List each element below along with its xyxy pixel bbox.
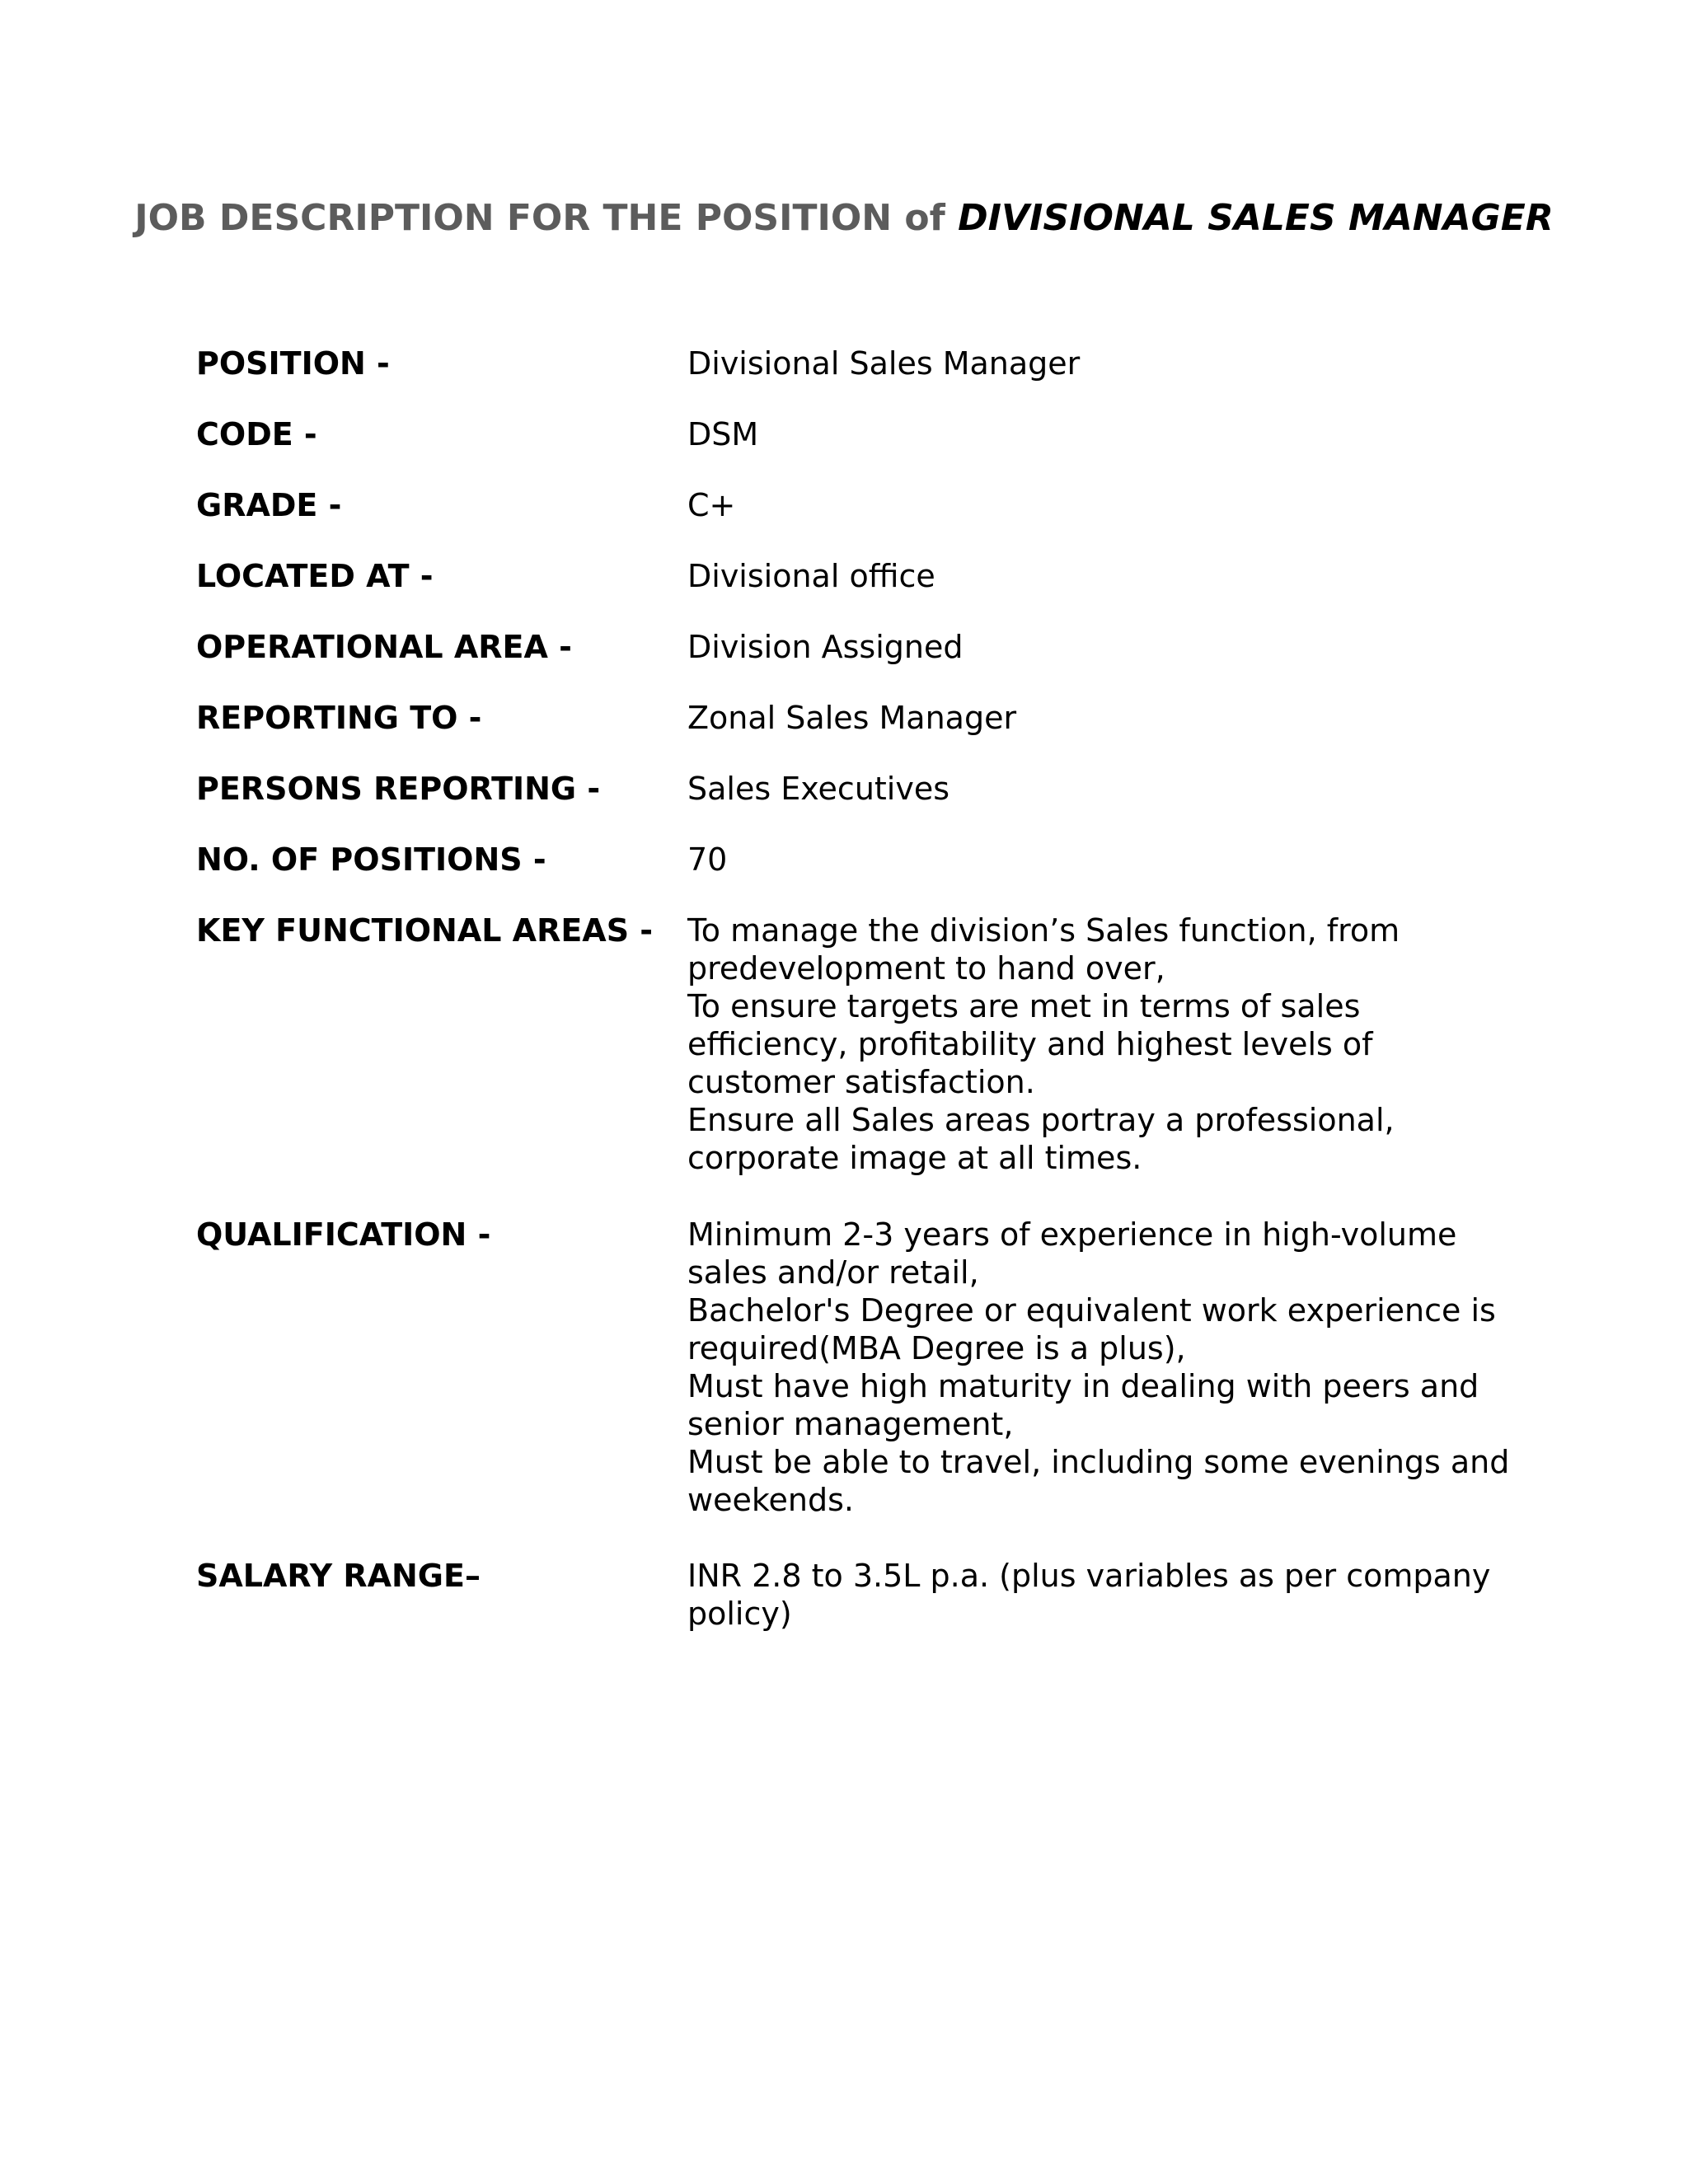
field-value: [687, 557, 1498, 595]
value-line: Zonal Sales Manager: [687, 700, 1017, 736]
field-code: [196, 415, 1498, 453]
value-line: DSM: [687, 416, 759, 452]
value-line: policy): [687, 1596, 792, 1632]
value-line: Minimum 2-3 years of experience in high-volume: [687, 1216, 1457, 1253]
value-line: Divisional Sales Manager: [687, 345, 1081, 382]
field-label: PERSONS REPORTING -: [196, 771, 601, 807]
value-line: Division Assigned: [687, 629, 964, 665]
field-label: POSITION -: [196, 345, 390, 382]
value-line: C+: [687, 487, 736, 523]
title-position-name: DIVISIONAL SALES MANAGER: [958, 197, 1554, 239]
value-line: predevelopment to hand over,: [687, 950, 1165, 987]
field-value: [687, 912, 1498, 1177]
value-line: required(MBA Degree is a plus),: [687, 1330, 1186, 1366]
page-title: [0, 194, 1688, 243]
field-label: REPORTING TO -: [196, 700, 482, 736]
job-fields: [196, 344, 1510, 1633]
field-position: [196, 344, 1498, 382]
field-salary-range: [196, 1557, 1498, 1633]
field-persons-reporting: [196, 770, 1498, 808]
field-located-at: [196, 557, 1498, 595]
value-line: weekends.: [687, 1482, 854, 1518]
value-line: sales and/or retail,: [687, 1254, 979, 1291]
field-value: [687, 415, 1498, 453]
field-label: GRADE -: [196, 487, 342, 523]
field-label: LOCATED AT -: [196, 558, 434, 594]
field-reporting-to: [196, 699, 1498, 737]
field-value: [687, 1557, 1498, 1633]
field-label: NO. OF POSITIONS -: [196, 841, 546, 878]
value-line: To ensure targets are met in terms of sales: [687, 988, 1361, 1024]
value-line: 70: [687, 841, 728, 878]
value-line: Bachelor's Degree or equivalent work experience is: [687, 1292, 1496, 1329]
field-key-functional-areas: [196, 912, 1498, 1177]
value-line: INR 2.8 to 3.5L p.a. (plus variables as per company: [687, 1558, 1491, 1594]
value-line: Divisional office: [687, 558, 935, 594]
field-operational-area: [196, 628, 1498, 666]
field-label: OPERATIONAL AREA -: [196, 629, 572, 665]
field-label: QUALIFICATION -: [196, 1216, 491, 1253]
field-label: KEY FUNCTIONAL AREAS -: [196, 912, 654, 949]
value-line: customer satisfaction.: [687, 1064, 1035, 1100]
value-line: corporate image at all times.: [687, 1140, 1142, 1176]
field-no-of-positions: [196, 841, 1498, 879]
value-line: Must be able to travel, including some evenings and: [687, 1444, 1510, 1480]
value-line: efficiency, profitability and highest levels of: [687, 1026, 1373, 1062]
field-qualification: [196, 1216, 1510, 1519]
field-value: [687, 841, 1498, 879]
field-value: [687, 770, 1498, 808]
field-value: [687, 699, 1498, 737]
value-line: senior management,: [687, 1406, 1014, 1442]
field-value: [687, 344, 1498, 382]
field-value: [687, 1216, 1509, 1519]
field-value: [687, 628, 1498, 666]
field-value: [687, 486, 1498, 524]
value-line: To manage the division’s Sales function, from: [687, 912, 1400, 949]
value-line: Ensure all Sales areas portray a professional,: [687, 1102, 1395, 1138]
field-label: CODE -: [196, 416, 317, 452]
value-line: Must have high maturity in dealing with peers and: [687, 1368, 1479, 1404]
field-label: SALARY RANGE–: [196, 1558, 481, 1594]
field-grade: [196, 486, 1498, 524]
value-line: Sales Executives: [687, 771, 950, 807]
title-prefix: JOB DESCRIPTION FOR THE POSITION of: [134, 197, 945, 239]
